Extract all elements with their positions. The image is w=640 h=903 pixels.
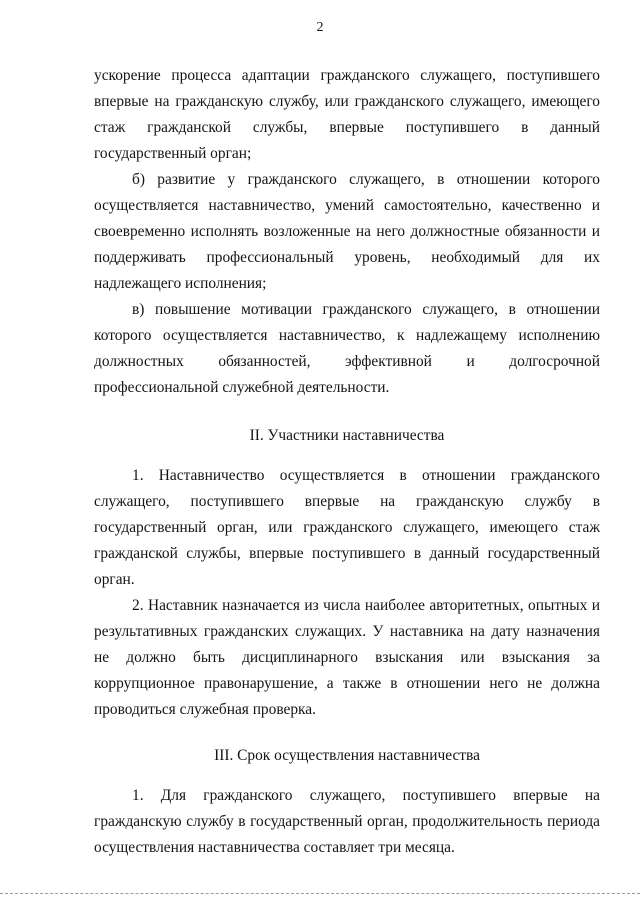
page-bottom-edge [0,893,640,894]
section-3-heading: III. Срок осуществления наставничества [214,747,480,764]
document-body [94,63,600,861]
section-2-heading: II. Участники наставничества [249,427,445,444]
section-2-paragraph-1: 1. Наставничество осуществляется в отношении гражданского служащего, поступившего впервые на гражданскую службу в государственный орган, или гражданского служащего, имеющего стаж гражданской службы, впервые поступившего в данный государственный орган. [94,467,600,588]
list-item-v: в) повышение мотивации гражданского служащего, в отношении которого осуществляется наставничество, к надлежащему исполнению должностных обязанностей, эффективной и долгосрочной профессиональной служебной деятельности. [94,301,600,396]
intro-paragraph: ускорение процесса адаптации гражданского служащего, поступившего впервые на гражданскую службу, или гражданского служащего, имеющего стаж гражданской службы, впервые поступившего в данный государственный орган; [94,67,600,162]
list-item-b: б) развитие у гражданского служащего, в отношении которого осуществляется наставничество, умений самостоятельно, качественно и своевременно исполнять возложенные на него должностные обязанности и поддерживать профессиональный уровень, необходимый для их надлежащего исполнения; [94,171,600,292]
section-2-paragraph-2: 2. Наставник назначается из числа наиболее авторитетных, опытных и результативных гражданских служащих. У наставника на дату назначения не должно быть дисциплинарного взыскания или взыскания за коррупционное правонарушение, а также в отношении него не должна проводиться служебная проверка. [94,597,600,718]
page-number: 2 [316,20,324,35]
section-3-paragraph-1: 1. Для гражданского служащего, поступившего впервые на гражданскую службу в государственный орган, продолжительность периода осуществления наставничества составляет три месяца. [94,787,600,856]
